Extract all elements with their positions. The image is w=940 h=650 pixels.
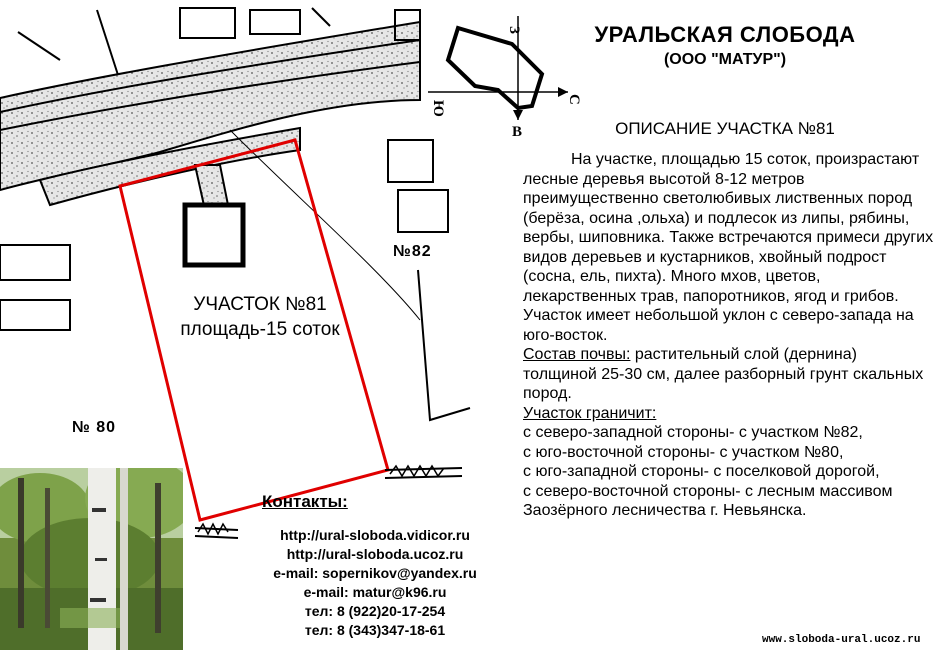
- contact-email[interactable]: e-mail: sopernikov@yandex.ru: [273, 565, 477, 581]
- borders-label: Участок граничит:: [523, 404, 657, 422]
- page-title: УРАЛЬСКАЯ СЛОБОДА: [594, 22, 856, 47]
- compass-west-label: З: [506, 26, 522, 34]
- compass-south-label: Ю: [430, 100, 446, 117]
- soil-label: Состав почвы:: [523, 346, 631, 363]
- house: [185, 205, 243, 265]
- contact-email[interactable]: e-mail: matur@k96.ru: [303, 584, 447, 600]
- soil-text: растительный слой (дернина) толщиной 25-30 см, далее разборный грунт скальных пород.: [523, 346, 924, 402]
- description-paragraph: На участке, площадью 15 соток, произрастают лесные деревья высотой 8-12 метров преимущественно светолюбивых лиственных пород (берёза, осина ,ольха) и подлесок из липы, рябины, вербы, шиповника. Также встречаются примеси других видов деревьев и кустарников, хвойный подрост (сосна, ель, пихта). Много мхов, цветов, лекарственных трав, папоротников, ягод и грибов. Участок имеет небольшой уклон с северо-запада на юго-восток.: [523, 151, 934, 344]
- contact-phone: тел: 8 (343)347-18-61: [304, 622, 446, 638]
- border-item: с юго-восточной стороны- с участком №80,: [523, 443, 844, 461]
- building: [0, 245, 70, 280]
- plot-area: площадь-15 соток: [180, 319, 340, 340]
- building: [0, 300, 70, 330]
- slope-marking: [390, 466, 444, 476]
- contact-phone: тел: 8 (922)20-17-254: [304, 603, 446, 619]
- compass-shape: [448, 28, 542, 108]
- contacts-heading: Контакты:: [262, 492, 348, 511]
- soil-section: [523, 345, 935, 404]
- plot-number: УЧАСТОК №81: [193, 294, 327, 315]
- description-heading: ОПИСАНИЕ УЧАСТКА №81: [615, 119, 835, 138]
- footer-site-url[interactable]: www.sloboda-ural.ucoz.ru: [762, 634, 921, 646]
- border-item: с юго-западной стороны- с поселковой дорогой,: [523, 463, 880, 480]
- building: [388, 140, 433, 182]
- plot-label: [150, 292, 370, 342]
- forest-photo: [0, 468, 183, 650]
- company-name: (ООО "МАТУР"): [663, 51, 787, 68]
- contact-link[interactable]: http://ural-sloboda.vidicor.ru: [280, 527, 470, 543]
- compass-north-label: С: [566, 94, 582, 105]
- contact-link[interactable]: http://ural-sloboda.ucoz.ru: [286, 546, 464, 562]
- contacts-list: [245, 526, 505, 640]
- neighbor-plot-82: №82: [393, 243, 432, 260]
- description-body: [523, 150, 935, 521]
- compass-east-label: В: [512, 124, 523, 138]
- building: [398, 190, 448, 232]
- boundary-line: [418, 270, 470, 420]
- neighbor-plot-80: № 80: [72, 419, 117, 436]
- border-item: с северо-восточной стороны- с лесным массивом Заозёрного лесничества г. Невьянска.: [523, 482, 893, 519]
- border-item: с северо-западной стороны- с участком №82,: [523, 424, 863, 441]
